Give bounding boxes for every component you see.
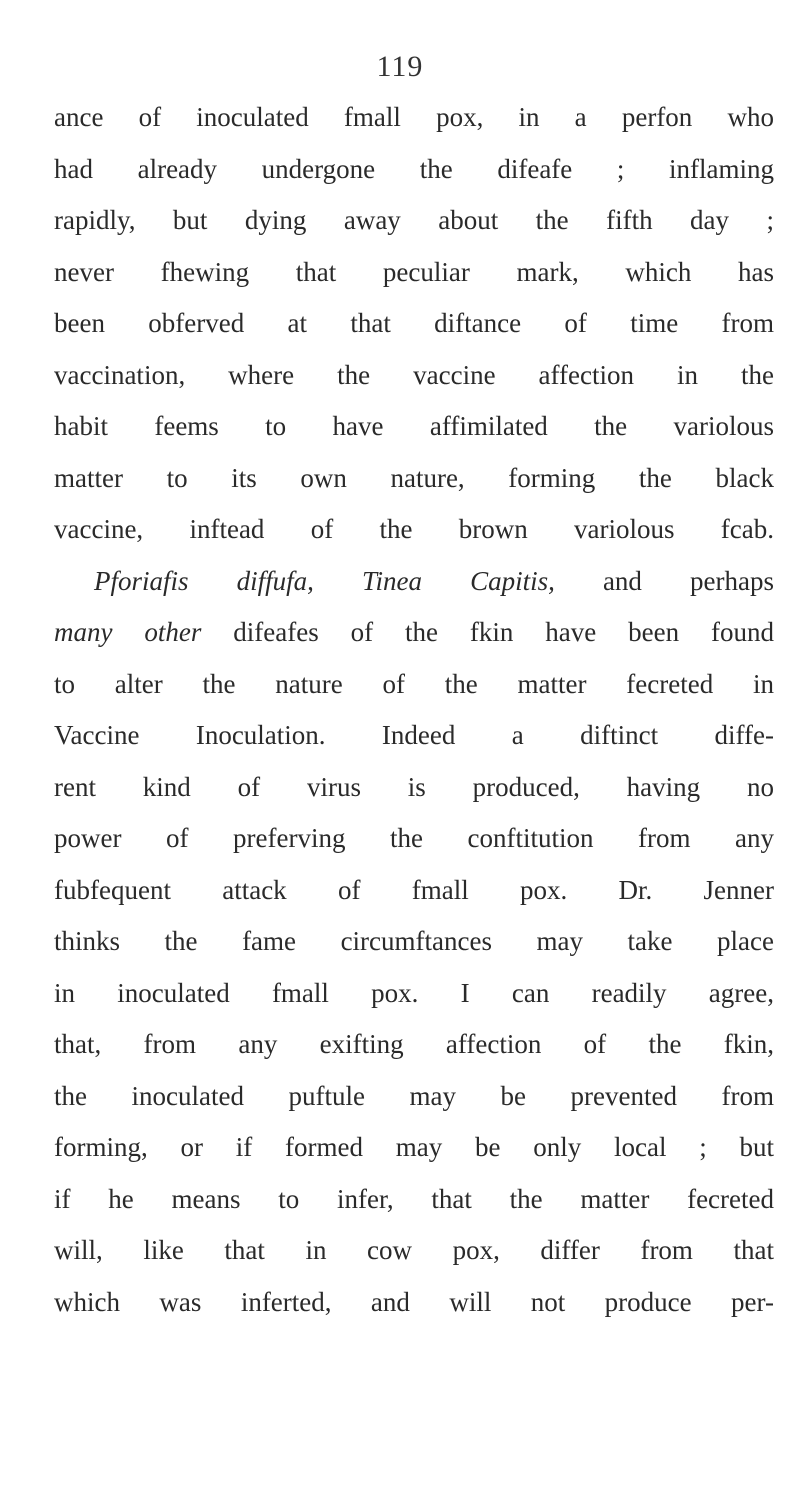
text-line: vaccine, inftead of the brown variolous fcab. bbox=[54, 514, 774, 544]
text-line: power of preferving the conftitution from any bbox=[54, 823, 774, 853]
italic-term: many other bbox=[54, 617, 202, 647]
text-line: if he means to infer, that the matter fecreted bbox=[54, 1183, 774, 1214]
text-line: matter to its own nature, forming the black bbox=[54, 462, 774, 493]
text-line: will, like that in cow pox, differ from that bbox=[54, 1235, 774, 1265]
text-line: habit feems to have affimilated the variolous bbox=[54, 411, 774, 441]
text-line: the inoculated puftule may be prevented from bbox=[54, 1080, 774, 1111]
text-line: Vaccine Inoculation. Indeed a diftinct diffe- bbox=[54, 720, 774, 750]
text-line: rapidly, but dying away about the fifth day ; bbox=[54, 205, 774, 235]
text-line: been obferved at that diftance of time from bbox=[54, 308, 774, 338]
text-line: thinks the fame circumftances may take place bbox=[54, 926, 774, 956]
body-text bbox=[54, 92, 774, 1328]
text-line: never fhewing that peculiar mark, which has bbox=[54, 256, 774, 287]
text-line: forming, or if formed may be only local ; but bbox=[54, 1132, 774, 1162]
text-line: had already undergone the difeafe ; inflaming bbox=[54, 153, 774, 184]
text-line: in inoculated fmall pox. I can readily agree, bbox=[54, 977, 774, 1008]
text-line: Pforiafis diffufa, Tinea Capitis, and perhaps bbox=[94, 565, 774, 596]
text-line: vaccination, where the vaccine affection in the bbox=[54, 359, 774, 390]
text-line: which was inferted, and will not produce per- bbox=[54, 1286, 774, 1317]
text-line: many other difeafes of the fkin have been found bbox=[54, 617, 774, 647]
text-line: ance of inoculated fmall pox, in a perfon who bbox=[54, 102, 774, 132]
page-number: 119 bbox=[376, 50, 424, 83]
text-line: fubfequent attack of fmall pox. Dr. Jenner bbox=[54, 874, 774, 905]
text-line: to alter the nature of the matter fecreted in bbox=[54, 668, 774, 699]
text-line: rent kind of virus is produced, having no bbox=[54, 771, 774, 802]
italic-term: Tinea Capitis, bbox=[361, 565, 555, 596]
italic-term: Pforiafis diffufa, bbox=[94, 565, 314, 596]
text-line: that, from any exifting affection of the fkin, bbox=[54, 1029, 774, 1059]
